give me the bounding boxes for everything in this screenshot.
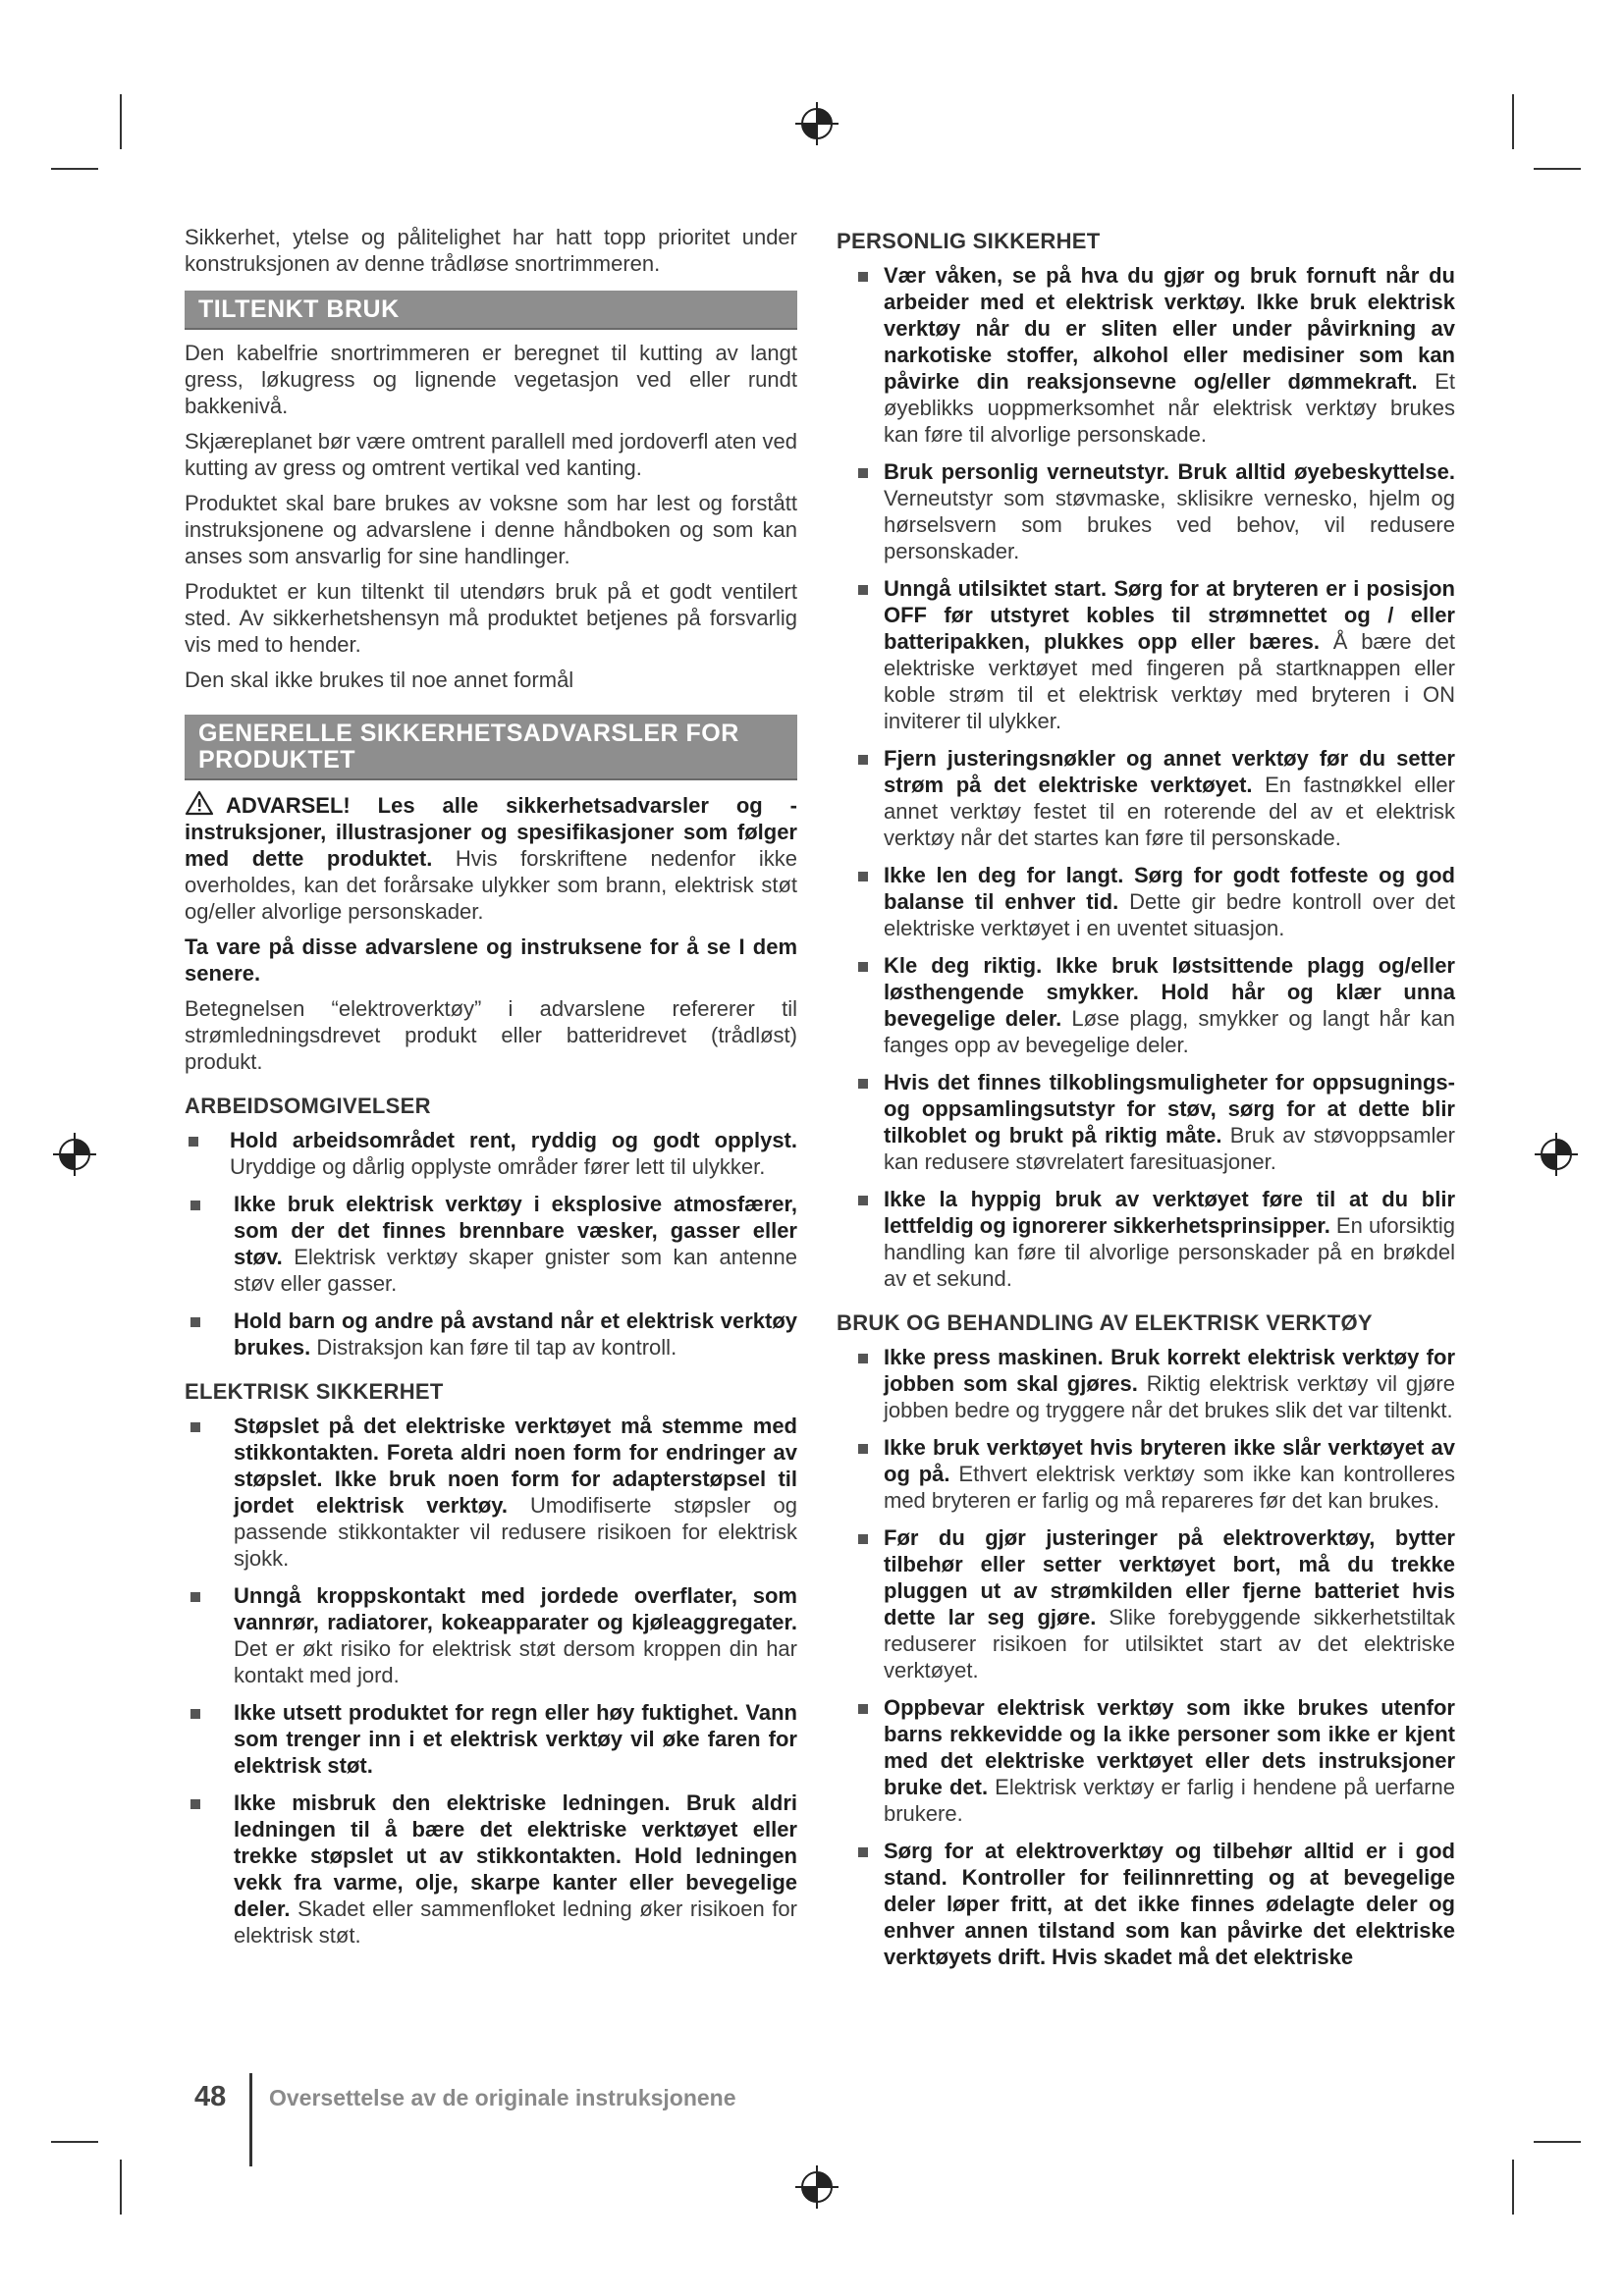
crop-mark — [120, 2160, 122, 2215]
warning-bold: ADVARSEL! Les alle sikkerhetsadvarsler og -instruksjoner, illustrasjoner og spesifikasjoner som følger med dette produktet. — [185, 793, 797, 871]
list-item: Ikke misbruk den elektriske ledningen. Bruk aldri ledningen til å bære det elektriske verktøyet eller trekke støpslet ut av stikkontakten. Hold ledningen vekk fra varme, olje, skarpe kanter eller bevegelige deler. Skadet eller sammenfloket ledning øker risikoen for elektrisk støt. — [187, 1789, 797, 1949]
registration-mark-icon — [1535, 1133, 1578, 1176]
heading-electrical-safety: ELEKTRISK SIKKERHET — [185, 1379, 444, 1404]
list-item: Kle deg riktig. Ikke bruk løstsittende plagg og/eller løsthengende smykker. Hold hår og klær unna bevegelige deler. Løse plagg, smykker og langt hår kan fanges opp av bevegelige deler. — [837, 952, 1455, 1058]
registration-mark-icon — [795, 102, 839, 145]
crop-mark — [51, 168, 98, 170]
page-number: 48 — [194, 2081, 227, 2112]
list-item: Før du gjør justeringer på elektroverktøy, bytter tilbehør eller setter verktøyet bort, må du trekke pluggen ut av strømkilden eller fjerne batteriet hvis dette lar seg gjøre. Slike forebyggende sikkerhetstiltak reduserer risikoen for utilsiktet start av det elektriske verktøyet. — [837, 1524, 1455, 1683]
heading-personal-safety: PERSONLIG SIKKERHET — [837, 229, 1101, 253]
paragraph: Produktet skal bare brukes av voksne som har lest og forstått instruksjonene og advarslene i denne håndboken og som kan anses som ansvarlig for sine handlinger. — [185, 491, 797, 568]
crop-mark — [51, 2141, 98, 2143]
list-item: Oppbevar elektrisk verktøy som ikke brukes utenfor barns rekkevidde og la ikke personer som ikke er kjent med det elektriske verktøyet eller dets instruksjoner bruke det. Elektrisk verktøy er farlig i hendene på uerfarne brukere. — [837, 1694, 1455, 1827]
right-column — [837, 224, 1455, 1981]
warning-triangle-icon — [185, 790, 214, 816]
list-item: Unngå kroppskontakt med jordede overflater, som vannrør, radiatorer, kokeapparater og kjøleaggregater. Det er økt risiko for elektrisk støt dersom kroppen din har kontakt med jord. — [187, 1582, 797, 1688]
paragraph: Produktet er kun tiltenkt til utendørs bruk på et godt ventilert sted. Av sikkerhetshensyn må produktet betjenes på forsvarlig vis med to hender. — [185, 579, 797, 657]
work-area-list — [185, 1127, 797, 1361]
list-item: Ikke bruk elektrisk verktøy i eksplosive atmosfærer, som der det finnes brennbare væsker, gasser eller støv. Elektrisk verktøy skaper gnister som kan antenne støv eller gasser. — [187, 1191, 797, 1297]
list-item: Sørg for at elektroverktøy og tilbehør alltid er i god stand. Kontroller for feilinnretting og at bevegelige deler løper fritt, at det ikke finnes ødelagte deler og enhver annen tilstand som kan påvirke det elektriske verktøyets drift. Hvis skadet må det elektriske — [837, 1838, 1455, 1970]
tool-use-list — [837, 1344, 1455, 1970]
crop-mark — [1512, 94, 1514, 149]
list-item: Vær våken, se på hva du gjør og bruk fornuft når du arbeider med et elektrisk verktøy. Ikke bruk elektrisk verktøy når du er sliten eller under påvirkning av narkotiske stoffer, alkohol eller medisiner som kan påvirke din reaksjonsevne og/eller dømmekraft. Et øyeblikks uoppmerksomhet når elektrisk verktøy brukes kan føre til alvorlige personskade. — [837, 262, 1455, 448]
paragraph: Den kabelfrie snortrimmeren er beregnet til kutting av langt gress, løkugress og lignende vegetasjon ved eller rundt bakkenivå. — [185, 341, 797, 418]
list-item: Unngå utilsiktet start. Sørg for at bryteren er i posisjon OFF før utstyret kobles til strømnettet og / eller batteripakken, plukkes opp eller bæres. Å bære det elektriske verktøyet med fingeren på startknappen eller koble strøm til et elektrisk verktøy med bryteren i ON inviterer til ulykker. — [837, 575, 1455, 734]
list-item: Hold arbeidsområdet rent, ryddig og godt opplyst. Uryddige og dårlig opplyste områder fører lett til ulykker. — [185, 1127, 797, 1180]
list-item: Fjern justeringsnøkler og annet verktøy før du setter strøm på det elektriske verktøyet. En fastnøkkel eller annet verktøy festet til en roterende del av et elektrisk verktøy når det startes kan føre til personskade. — [837, 745, 1455, 851]
warning-paragraph — [185, 790, 797, 925]
list-item: Ikke press maskinen. Bruk korrekt elektrisk verktøy for jobben som skal gjøres. Riktig elektrisk verktøy vil gjøre jobben bedre og tryggere når det brukes slik det var tiltenkt. — [837, 1344, 1455, 1423]
warning-text: Hvis forskriftene nedenfor ikke overholdes, kan det forårsake ulykker som brann, elektrisk støt og/eller alvorlige personskader. — [185, 846, 797, 924]
list-item: Ikke la hyppig bruk av verktøyet føre til at du blir lettfeldig og ignorerer sikkerhetsprinsipper. En uforsiktig handling kan føre til alvorlige personskader på en brøkdel av et sekund. — [837, 1186, 1455, 1292]
registration-mark-icon — [795, 2165, 839, 2209]
crop-mark — [1512, 2160, 1514, 2215]
section-title-general-safety: GENERELLE SIKKERHETSADVARSLER FOR PRODUKTET — [185, 715, 797, 780]
list-item: Ikke bruk verktøyet hvis bryteren ikke slår verktøyet av og på. Ethvert elektrisk verktøy som ikke kan kontrolleres med bryteren er farlig og må repareres før det kan brukes. — [837, 1434, 1455, 1514]
crop-mark — [120, 94, 122, 149]
list-item: Bruk personlig verneutstyr. Bruk alltid øyebeskyttelse. Verneutstyr som støvmaske, sklisikre vernesko, hjelm og hørselsvern som brukes ved behov, vil redusere personskader. — [837, 458, 1455, 564]
list-item: Ikke len deg for langt. Sørg for godt fotfeste og god balanse til enhver tid. Dette gir bedre kontroll over det elektriske verktøyet i en uventet situasjon. — [837, 862, 1455, 941]
keep-instructions: Ta vare på disse advarslene og instruksene for å se I dem senere. — [185, 934, 797, 986]
crop-mark — [1534, 2141, 1581, 2143]
section-title-intended-use: TILTENKT BRUK — [185, 291, 797, 330]
paragraph: Skjæreplanet bør være omtrent parallell med jordoverfl aten ved kutting av gress og omtrent vertikal ved kanting. — [185, 429, 797, 480]
left-column — [185, 224, 797, 1959]
list-item: Støpslet på det elektriske verktøyet må stemme med stikkontakten. Foreta aldri noen form for endringer av støpslet. Ikke bruk noen form for adapterstøpsel til jordet elektrisk verktøy. Umodifiserte støpsler og passende stikkontakter vil redusere risikoen for elektrisk sjokk. — [187, 1413, 797, 1572]
list-item: Hvis det finnes tilkoblingsmuligheter for oppsugnings- og oppsamlingsutstyr for støv, sørg for at dette blir tilkoblet og brukt på riktig måte. Bruk av støvoppsamler kan redusere støvrelatert faresituasjoner. — [837, 1069, 1455, 1175]
electrical-safety-list — [185, 1413, 797, 1949]
heading-tool-use: BRUK OG BEHANDLING AV ELEKTRISK VERKTØY — [837, 1310, 1373, 1335]
personal-safety-list — [837, 262, 1455, 1292]
heading-work-area: ARBEIDSOMGIVELSER — [185, 1094, 431, 1118]
footer-divider — [249, 2073, 252, 2166]
crop-mark — [1534, 168, 1581, 170]
intro-paragraph: Sikkerhet, ytelse og pålitelighet har hatt topp prioritet under konstruksjonen av denne trådløse snortrimmeren. — [185, 225, 797, 276]
list-item: Hold barn og andre på avstand når et elektrisk verktøy brukes. Distraksjon kan føre til tap av kontroll. — [187, 1308, 797, 1361]
registration-mark-icon — [53, 1133, 96, 1176]
list-item: Ikke utsett produktet for regn eller høy fuktighet. Vann som trenger inn i et elektrisk verktøy vil øke faren for elektrisk støt. — [187, 1699, 797, 1779]
term-definition: Betegnelsen “elektroverktøy” i advarslene refererer til strømledningsdrevet produkt eller batteridrevet (trådløst) produkt. — [185, 996, 797, 1074]
footer-text: Oversettelse av de originale instruksjonene — [269, 2085, 736, 2110]
paragraph: Den skal ikke brukes til noe annet formål — [185, 667, 574, 692]
